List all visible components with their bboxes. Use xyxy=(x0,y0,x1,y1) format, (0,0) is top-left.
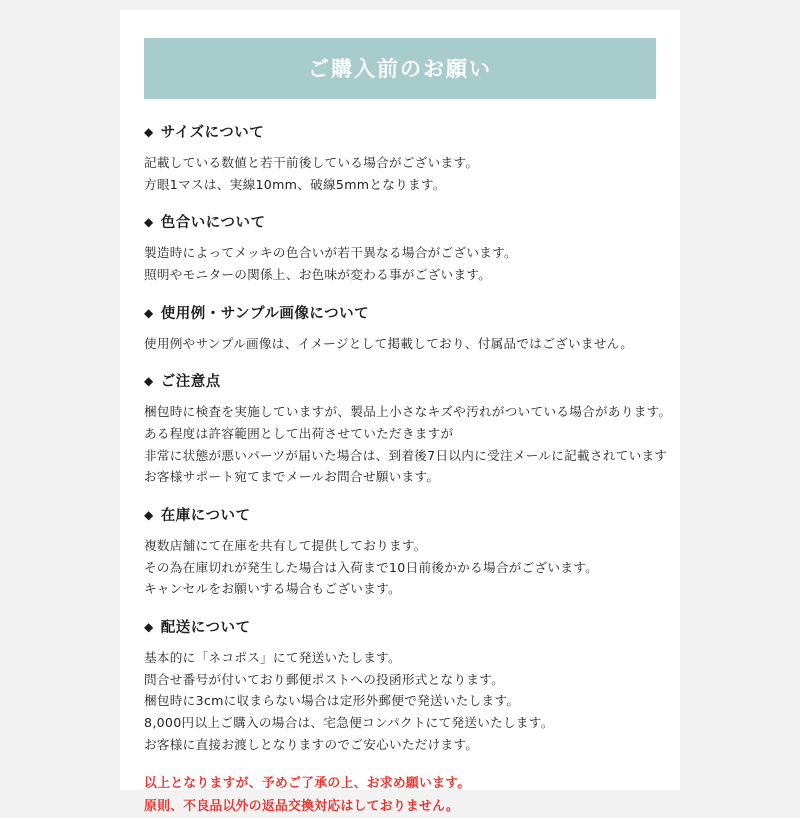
section-line: 8,000円以上ご購入の場合は、宅急便コンパクトにて発送いたします。 xyxy=(144,714,554,730)
footer-note-line: 原則、不良品以外の返品交換対応はしておりません。 xyxy=(144,798,460,814)
section-line: 梱包時に検査を実施していますが、製品上小さなキズや汚れがついている場合があります。 xyxy=(144,404,672,420)
diamond-icon: ◆ xyxy=(144,374,154,389)
section-color xyxy=(144,211,656,285)
section-line: 非常に状態が悪いパーツが届いた場合は、到着後7日以内に受注メールに記載されています xyxy=(144,447,668,463)
section-heading-text: ご注意点 xyxy=(160,374,221,391)
section-line: 複数店舗にて在庫を共有して提供しております。 xyxy=(144,537,427,553)
section-cautions xyxy=(144,370,672,488)
section-shipping xyxy=(144,616,656,755)
section-heading xyxy=(144,370,656,391)
section-sample-image xyxy=(144,302,656,355)
section-heading-text: サイズについて xyxy=(160,125,265,141)
footer-note xyxy=(144,773,656,818)
section-line: 問合せ番号が付いており郵便ポストへの投函形式となります。 xyxy=(144,671,505,687)
section-heading xyxy=(144,616,656,637)
diamond-icon: ◆ xyxy=(144,215,154,230)
section-heading-text: 在庫について xyxy=(160,507,251,524)
document-page xyxy=(120,10,680,814)
section-heading xyxy=(144,504,656,525)
section-heading-text: 配送について xyxy=(160,619,251,636)
section-heading-text: 色合いについて xyxy=(160,215,266,232)
section-heading xyxy=(144,211,656,232)
section-stock xyxy=(144,504,656,600)
section-heading-text: 使用例・サンプル画像について xyxy=(160,305,370,322)
section-heading xyxy=(144,302,656,323)
section-line: お客様サポート宛てまでメールお問合せ願います。 xyxy=(144,469,440,485)
section-line: 照明やモニターの関係上、お色味が変わる事がございます。 xyxy=(144,266,492,282)
section-line: 製造時によってメッキの色合いが若干異なる場合がございます。 xyxy=(144,245,517,261)
diamond-icon: ◆ xyxy=(144,619,154,634)
section-heading xyxy=(144,121,656,142)
section-line: 方眼1マスは、実線10mm、破線5mmとなります。 xyxy=(144,176,446,192)
diamond-icon: ◆ xyxy=(144,305,154,320)
section-line: お客様に直接お渡しとなりますのでご安心いただけます。 xyxy=(144,736,479,752)
section-line: 基本的に「ネコポス」にて発送いたします。 xyxy=(144,649,401,665)
section-line: キャンセルをお願いする場合もございます。 xyxy=(144,581,401,597)
diamond-icon: ◆ xyxy=(144,507,154,522)
diamond-icon: ◆ xyxy=(144,125,154,139)
section-line: ある程度は許容範囲として出荷させていただきますが xyxy=(144,425,454,441)
banner-title: ご購入前のお願い xyxy=(144,38,656,99)
footer-note-line: 以上となりますが、予めご了承の上、お求め願います。 xyxy=(144,776,471,792)
section-line: 使用例やサンプル画像は、イメージとして掲載しており、付属品ではございません。 xyxy=(144,335,634,351)
section-line: その為在庫切れが発生した場合は入荷まで10日前後かかる場合がございます。 xyxy=(144,559,599,575)
section-line: 記載している数値と若干前後している場合がございます。 xyxy=(144,155,479,170)
section-line: 梱包時に3cmに収まらない場合は定形外郵便で発送いたします。 xyxy=(144,693,520,709)
document-inner xyxy=(120,10,680,818)
section-size xyxy=(144,121,656,195)
